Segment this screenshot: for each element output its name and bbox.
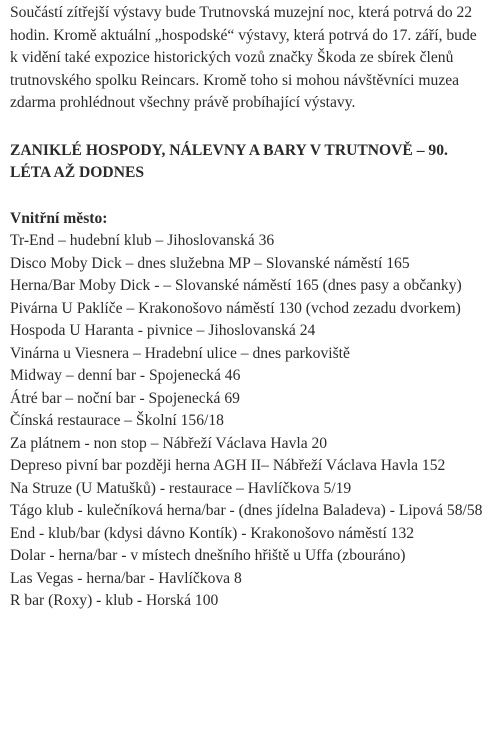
section-heading: ZANIKLÉ HOSPODY, NÁLEVNY A BARY V TRUTNOVĚ – 90. LÉTA AŽ DODNES [10, 141, 448, 181]
venue-item: Čínská restaurace – Školní 156/18 [10, 412, 224, 429]
article-body [10, 0, 486, 613]
venue-item: Las Vegas - herna/bar - Havlíčkova 8 [10, 569, 242, 587]
venue-item: Tágo klub - kulečníková herna/bar - (dnes jídelna Baladeva) - Lipová 58/58 [10, 502, 483, 519]
venue-item: Tr-End – hudební klub – Jihoslovanská 36 [10, 232, 275, 249]
venue-item: Midway – denní bar - Spojenecká 46 [10, 367, 241, 384]
venue-item: End - klub/bar (kdysi dávno Kontík) - Krakonošovo náměstí 132 [10, 524, 415, 542]
venue-item: Hospoda U Haranta - pivnice – Jihoslovanská 24 [10, 322, 316, 339]
venue-item: Herna/Bar Moby Dick - – Slovanské náměstí 165 (dnes pasy a občanky) [10, 277, 462, 294]
venue-item: R bar (Roxy) - klub - Horská 100 [10, 592, 219, 609]
venue-item: Depreso pivní bar později herna AGH II– Nábřeží Václava Havla 152 [10, 457, 446, 474]
venue-item: Disco Moby Dick – dnes služebna MP – Slovanské náměstí 165 [10, 254, 410, 272]
venue-item: Na Struze (U Matušků) - restaurace – Havlíčkova 5/19 [10, 479, 352, 497]
venue-item: Vinárna u Viesnera – Hradební ulice – dnes parkoviště [10, 344, 350, 362]
venue-item: Átré bar – noční bar - Spojenecká 69 [10, 389, 240, 407]
venue-list [10, 230, 486, 613]
intro-paragraph: Součástí zítřejší výstavy bude Trutnovská muzejní noc, která potrvá do 22 hodin. Kromě aktuální „hospodské“ výstavy, která potrvá do 17. září, bude k vidění také expozice historických vozů značky Škoda ze sbírek členů trutnovského spolku Reincars. Kromě toho si mohou návštěvníci muzea zdarma prohlédnout všechny právě probíhající výstavy. [10, 4, 477, 111]
venue-item: Dolar - herna/bar - v místech dnešního hřiště u Uffa (zbouráno) [10, 547, 406, 564]
venue-item: Pivárna U Paklíče – Krakonošovo náměstí 130 (vchod zezadu dvorkem) [10, 299, 461, 317]
district-label: Vnitřní město: [10, 209, 108, 227]
venue-item: Za plátnem - non stop – Nábřeží Václava Havla 20 [10, 434, 328, 452]
